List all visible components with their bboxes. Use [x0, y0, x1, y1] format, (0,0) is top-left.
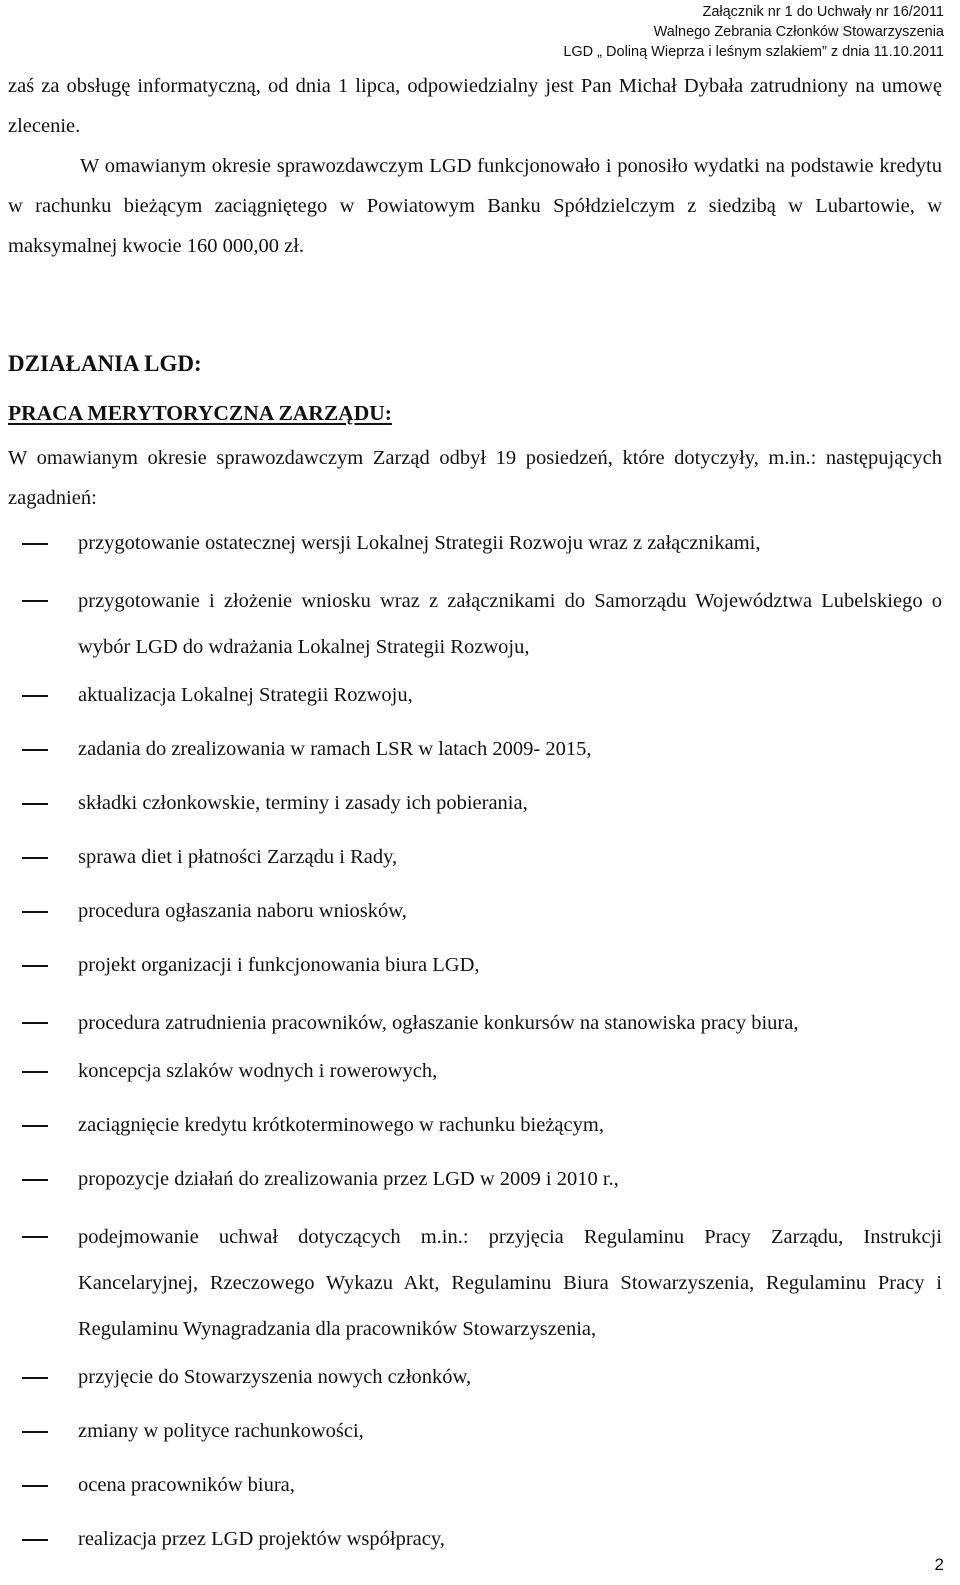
section-subtitle: PRACA MERYTORYCZNA ZARZĄDU:	[8, 401, 392, 425]
list-item: ocena pracowników biura,	[8, 1466, 942, 1505]
dash-bullet-icon	[22, 1485, 48, 1487]
list-item: przyjęcie do Stowarzyszenia nowych członków,	[8, 1358, 942, 1397]
dash-bullet-icon	[22, 1539, 48, 1541]
dash-bullet-icon	[22, 600, 48, 602]
dash-bullet-icon	[22, 803, 48, 805]
page-number: 2	[934, 1555, 944, 1574]
list-item: propozycje działań do zrealizowania przez LGD w 2009 i 2010 r.,	[8, 1160, 942, 1199]
list-item: zadania do zrealizowania w ramach LSR w latach 2009- 2015,	[8, 730, 942, 769]
list-item: podejmowanie uchwał dotyczących m.in.: przyjęcia Regulaminu Pracy Zarządu, Instrukcji Kancelaryjnej, Rzeczowego Wykazu Akt, Regulaminu Biura Stowarzyszenia, Regulaminu Pracy i Regulaminu Wynagradzania dla pracowników Stowarzyszenia,	[8, 1214, 942, 1352]
list-item: realizacja przez LGD projektów współpracy,	[8, 1520, 942, 1559]
dash-bullet-icon	[22, 1071, 48, 1073]
paragraph-credit: W omawianym okresie sprawozdawczym LGD funkcjonowało i ponosiło wydatki na podstawie kredytu w rachunku bieżącym zaciągniętego w Powiatowym Banku Spółdzielczym z siedzibą w Lubartowie, w maksymalnej kwocie 160 000,00 zł.	[8, 155, 942, 257]
dash-bullet-icon	[22, 749, 48, 751]
header-line-2: Walnego Zebrania Członków Stowarzyszenia	[653, 24, 944, 40]
list-item: sprawa diet i płatności Zarządu i Rady,	[8, 838, 942, 877]
list-item: procedura ogłaszania naboru wniosków,	[8, 892, 942, 931]
list-item: zmiany w polityce rachunkowości,	[8, 1412, 942, 1451]
dash-bullet-icon	[22, 1022, 48, 1024]
list-item: przygotowanie i złożenie wniosku wraz z załącznikami do Samorządu Województwa Lubelskiego o wybór LGD do wdrażania Lokalnej Strategii Rozwoju,	[8, 578, 942, 670]
header-line-1: Załącznik nr 1 do Uchwały nr 16/2011	[702, 4, 944, 20]
section-intro: W omawianym okresie sprawozdawczym Zarząd odbył 19 posiedzeń, które dotyczyły, m.in.: następujących zagadnień:	[8, 447, 942, 509]
dash-bullet-icon	[22, 857, 48, 859]
dash-bullet-icon	[22, 1179, 48, 1181]
paragraph-it-support: zaś za obsługę informatyczną, od dnia 1 lipca, odpowiedzialny jest Pan Michał Dybała zatrudniony na umowę zlecenie.	[8, 75, 942, 137]
section-title: DZIAŁANIA LGD:	[8, 351, 202, 376]
list-item: przygotowanie ostatecznej wersji Lokalnej Strategii Rozwoju wraz z załącznikami,	[8, 524, 942, 563]
list-item: składki członkowskie, terminy i zasady ich pobierania,	[8, 784, 942, 823]
dash-bullet-icon	[22, 1125, 48, 1127]
list-item: zaciągnięcie kredytu krótkoterminowego w rachunku bieżącym,	[8, 1106, 942, 1145]
dash-bullet-icon	[22, 1431, 48, 1433]
dash-bullet-icon	[22, 965, 48, 967]
list-item: aktualizacja Lokalnej Strategii Rozwoju,	[8, 676, 942, 715]
list-item: koncepcja szlaków wodnych i rowerowych,	[8, 1052, 942, 1091]
dash-bullet-icon	[22, 911, 48, 913]
topics-list	[8, 524, 942, 1574]
header-line-3: LGD „ Doliną Wieprza i leśnym szlakiem” z dnia 11.10.2011	[563, 44, 944, 60]
dash-bullet-icon	[22, 1377, 48, 1379]
dash-bullet-icon	[22, 695, 48, 697]
dash-bullet-icon	[22, 543, 48, 545]
dash-bullet-icon	[22, 1236, 48, 1238]
list-item: procedura zatrudnienia pracowników, ogłaszanie konkursów na stanowiska pracy biura,	[8, 1000, 942, 1046]
document-header	[563, 2, 944, 62]
list-item: projekt organizacji i funkcjonowania biura LGD,	[8, 946, 942, 985]
document-body	[8, 66, 942, 1550]
